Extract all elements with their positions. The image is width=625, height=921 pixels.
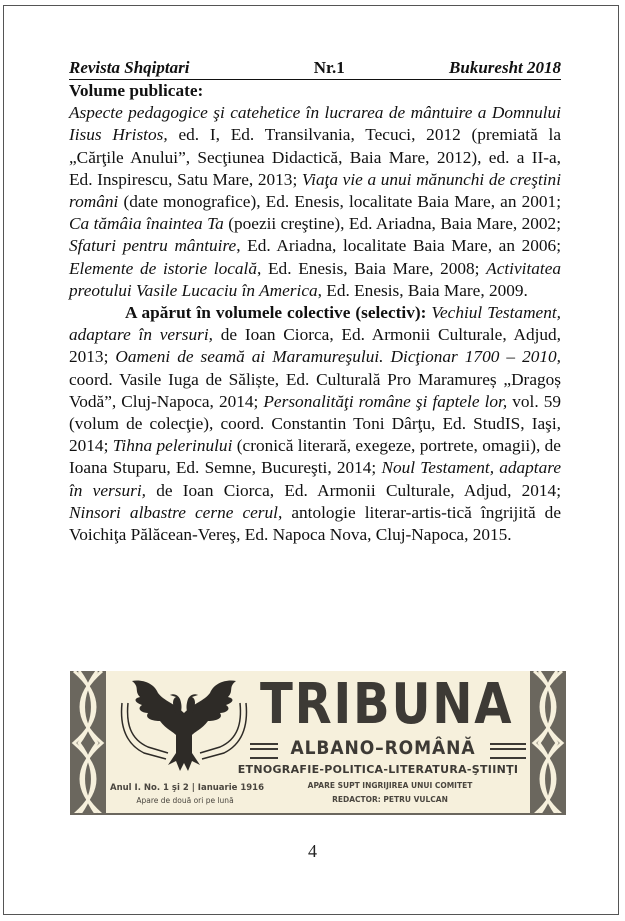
masthead-title: TRIBUNA bbox=[260, 672, 514, 737]
citation-text: ed. I, Ed. Transilvania, Tecuci, 2012 (premiată la „Cărţile Anului”, Secţiunea Didactică, Baia Mare, 2012), ed. a II-a, Ed. Inspirescu, Satu Mare, 2013; bbox=[69, 125, 561, 189]
decorative-lines-right bbox=[490, 743, 526, 759]
celtic-knot-ornament-left bbox=[70, 671, 106, 815]
book-title: Activitatea preotului Vasile Lucaciu în America bbox=[69, 258, 562, 300]
citation-text: , antologie literar-artis-tică îngrijită de Voichiţa Pălăcean-Vereş, Ed. Napoca Nova, Cluj-Napoca, 2015. bbox=[69, 502, 561, 545]
published-volumes-paragraph bbox=[69, 102, 561, 302]
celtic-knot-ornament-right bbox=[530, 671, 566, 815]
collective-lead: A apărut în volumele colective (selectiv): bbox=[125, 303, 427, 323]
running-header bbox=[69, 58, 561, 80]
book-title: Oameni de seamă ai Maramureşului. Dicţionar 1700 – 2010, bbox=[115, 347, 561, 367]
page-number: 4 bbox=[308, 841, 317, 861]
masthead-issue-line: Anul I. No. 1 şi 2 | Ianuarie 1916 bbox=[110, 783, 265, 793]
masthead-subtitle: ALBANO–ROMÂNĂ bbox=[290, 737, 476, 759]
masthead-committee: APARE SUPT INGRIJIREA UNUI COMITET bbox=[307, 781, 473, 790]
collective-volumes-paragraph bbox=[69, 302, 561, 546]
citation-text: coord. Vasile Iuga de Săliște, Ed. Culturală Pro Maramureș „Dragoș Vodă”, Cluj-Napoca, 2014; bbox=[69, 369, 561, 411]
citation-text: (date monografice), Ed. Enesis, localitate Baia Mare, an 2001; bbox=[118, 192, 561, 212]
book-title: Elemente de istorie locală bbox=[69, 258, 257, 278]
citation-text: , Ed. Ariadna, localitate Baia Mare, an 2006; bbox=[236, 236, 561, 256]
citation-text: , Ed. Enesis, Baia Mare, 2008; bbox=[257, 258, 487, 278]
issue-number: Nr.1 bbox=[313, 58, 345, 77]
book-title: Personalităţi române şi faptele lor, bbox=[263, 391, 508, 411]
citation-text: de Ioan Ciorca, Ed. Armonii Culturale, Adjud, 2014; bbox=[145, 480, 561, 500]
page-content bbox=[69, 58, 561, 546]
place-year: Bukuresht 2018 bbox=[449, 58, 561, 77]
book-title: Ca tămâia înaintea Ta bbox=[69, 214, 224, 234]
book-title: Ninsori albastre cerne cerul bbox=[69, 502, 278, 522]
tribuna-masthead-image bbox=[70, 671, 566, 815]
citation-text: vol. 59 (volum de colecţie), coord. Constantin Toni Dârţu, Ed. StudIS, Iaşi, 2014; bbox=[69, 391, 561, 456]
citation-text: (poezii creştine), Ed. Ariadna, Baia Mare, 2002; bbox=[223, 214, 562, 234]
masthead-frequency: Apare de două ori pe lună bbox=[136, 796, 234, 805]
book-title: Tihna pelerinului bbox=[112, 436, 233, 456]
masthead-editor: REDACTOR: PETRU VULCAN bbox=[332, 795, 448, 804]
journal-name: Revista Shqiptari bbox=[69, 58, 190, 77]
book-title: Sfaturi pentru mântuire bbox=[69, 236, 237, 256]
citation-text: , Ed. Enesis, Baia Mare, 2009. bbox=[317, 280, 528, 300]
section-heading-published: Volume publicate: bbox=[69, 81, 204, 100]
book-title: Aspecte pedagogice şi catehetice în lucrarea de mântuire a Domnului Iisus Hristos, bbox=[69, 103, 561, 145]
book-title: Noul Testament, adaptare în versuri, bbox=[69, 458, 561, 500]
book-title: Viaţa vie a unui mănunchi de creştini români bbox=[69, 169, 561, 212]
citation-text: de Ioan Ciorca, Ed. Armonii Culturale, Adjud, 2013; bbox=[69, 325, 562, 367]
masthead-topics: ETNOGRAFIE-POLITICA-LITERATURA-ŞTIINŢI bbox=[237, 763, 519, 776]
book-title: Vechiul Testament, adaptare în versuri, bbox=[69, 303, 561, 345]
citation-text: (cronică literară, exegeze, portrete, omagii), de Ioana Stuparu, Ed. Semne, Bucureşti, 2014; bbox=[69, 436, 561, 478]
